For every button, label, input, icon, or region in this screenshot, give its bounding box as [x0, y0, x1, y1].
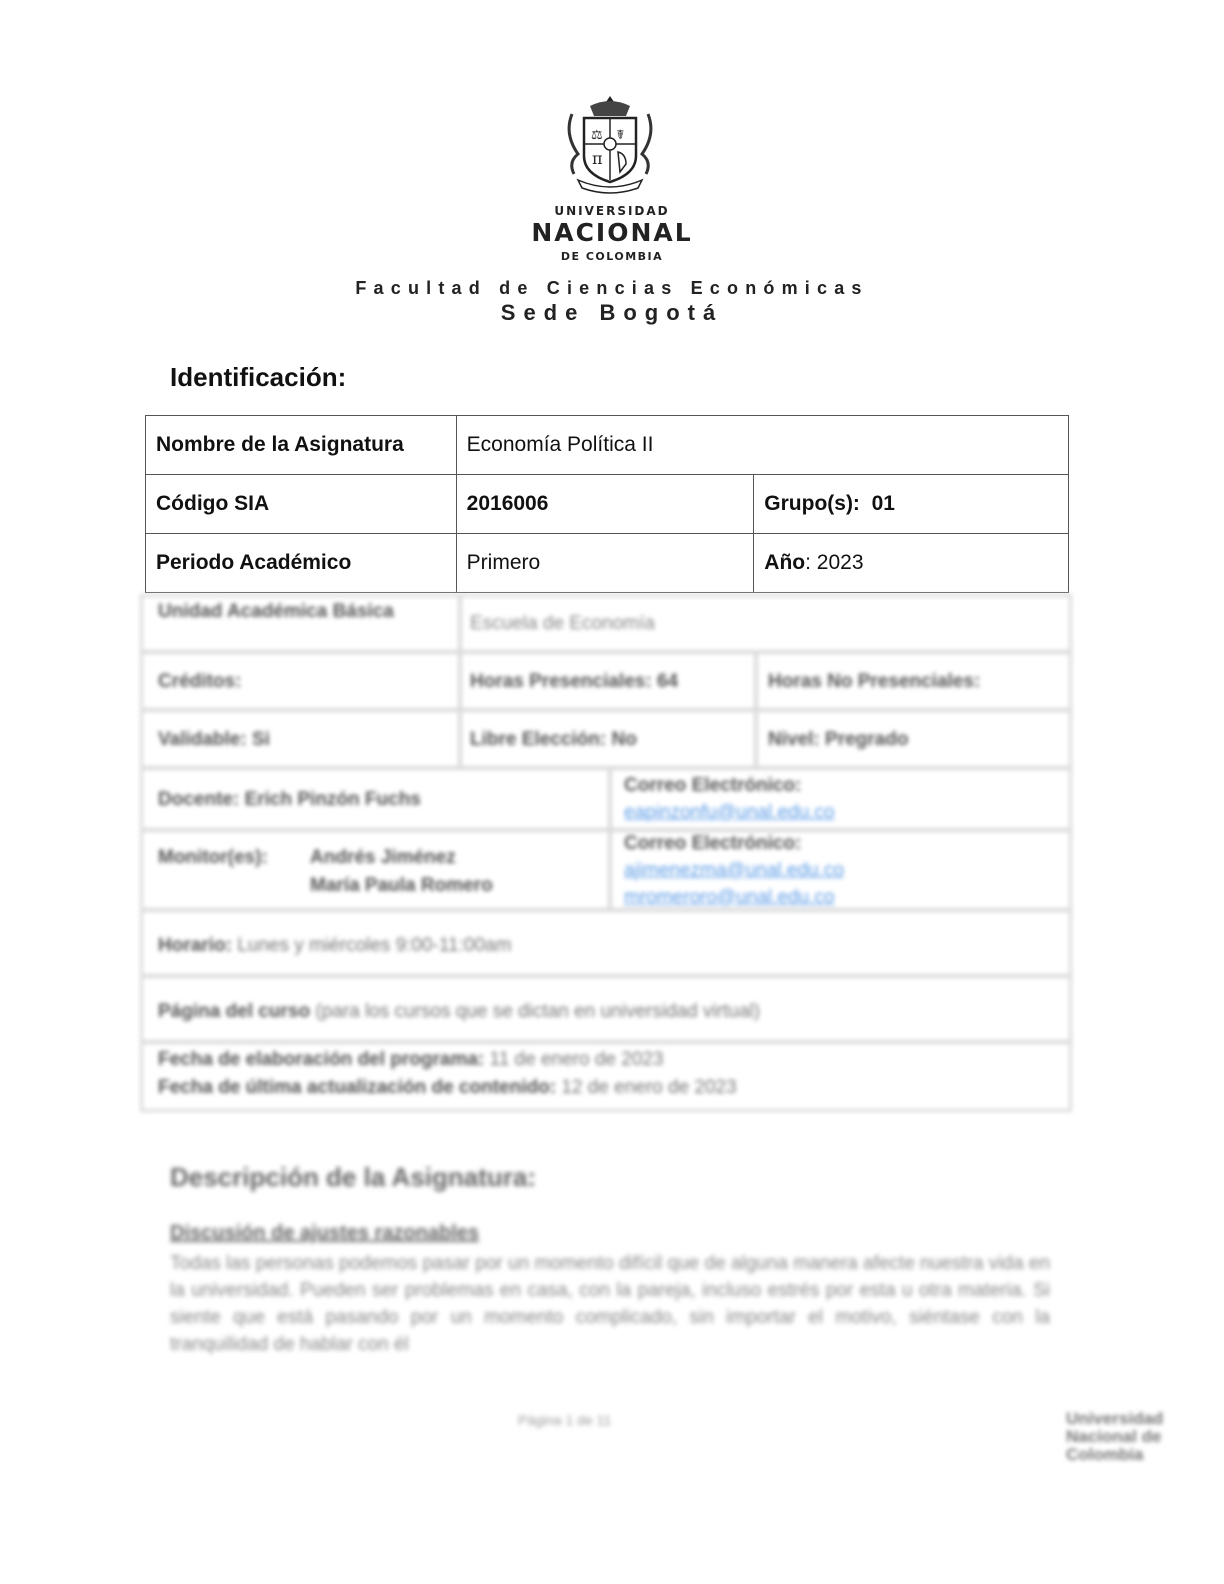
- year-cell: [754, 534, 1069, 593]
- updated-value: 12 de enero de 2023: [561, 1077, 737, 1098]
- validable: Validable: Si: [158, 729, 270, 750]
- footer-brand-logo: Universidad Nacional de Colombia: [1066, 1409, 1164, 1464]
- created-value: 11 de enero de 2023: [489, 1049, 664, 1070]
- page-number: Página 1 de 11: [518, 1412, 612, 1428]
- table-row: [146, 534, 1069, 593]
- monitor-1: Andrés Jiménez: [310, 847, 456, 868]
- description-title: Descripción de la Asignatura:: [170, 1162, 537, 1192]
- unit-label: Unidad Académica Básica: [158, 601, 394, 622]
- group-cell: [754, 475, 1069, 534]
- university-name-line-3: DE COLOMBIA: [560, 250, 664, 263]
- updated-label: Fecha de última actualización de contenido:: [158, 1077, 557, 1098]
- teacher: Docente: Erich Pinzón Fuchs: [158, 789, 421, 810]
- description-paragraph: Todas las personas podemos pasar por un momento difícil que de alguna manera afecte nuestra vida en la universidad. Pueden ser problemas en casa, con la pareja, incluso estrés por esta u otra materia. Si siente que está pasando por un momento complicado, sin importar el motivo, siéntase con la tranquilidad de hablar con él: [170, 1253, 1050, 1355]
- table-row: [146, 475, 1069, 534]
- monitor-2: María Paula Romero: [310, 875, 493, 896]
- row-divider: [140, 974, 1072, 978]
- free-choice: Libre Elección: No: [470, 729, 637, 750]
- credits-label: Créditos:: [158, 671, 242, 692]
- email-block-1: [624, 772, 835, 826]
- table-row: [146, 416, 1069, 475]
- created-label: Fecha de elaboración del programa:: [158, 1049, 485, 1070]
- period-value: Primero: [456, 534, 754, 593]
- code-label: Código SIA: [146, 475, 457, 534]
- row-divider: [140, 828, 1072, 832]
- university-name-line-1: UNIVERSIDAD: [554, 204, 670, 218]
- faculty-name: Facultad de Ciencias Económicas: [355, 278, 869, 298]
- description-subtitle: Discusión de ajustes razonables: [170, 1222, 479, 1244]
- hours-in-person: Horas Presenciales: 64: [470, 671, 679, 692]
- year-label: Año: [764, 551, 806, 574]
- svg-text:☤: ☤: [616, 128, 625, 143]
- svg-text:π: π: [592, 149, 603, 168]
- row-divider: [140, 908, 1072, 912]
- updated-date: [158, 1074, 737, 1101]
- teacher-email-link[interactable]: eapinzonfu@unal.edu.co: [624, 802, 835, 823]
- university-name-line-2: NACIONAL: [531, 218, 693, 247]
- course-name-label: Nombre de la Asignatura: [146, 416, 457, 475]
- group-label: Grupo(s):: [764, 492, 860, 515]
- course-page: [158, 998, 760, 1025]
- course-name-value: Economía Política II: [456, 416, 1068, 475]
- schedule: [158, 932, 511, 959]
- group-value: 01: [871, 492, 895, 515]
- section-title: Identificación:: [170, 362, 347, 392]
- code-value: 2016006: [456, 475, 754, 534]
- year-value: : 2023: [805, 551, 864, 574]
- column-divider: [754, 652, 758, 770]
- unit-value: Escuela de Economía: [470, 613, 655, 634]
- level: Nivel: Pregrado: [768, 729, 909, 750]
- row-divider: [140, 650, 1072, 654]
- campus-name: Sede Bogotá: [500, 300, 724, 325]
- university-seal-logo: [560, 92, 660, 196]
- email-label: Correo Electrónico:: [624, 833, 802, 854]
- row-divider: [140, 1040, 1072, 1044]
- hours-not-in-person: Horas No Presenciales:: [768, 671, 981, 692]
- course-page-value: (para los cursos que se dictan en universidad virtual): [315, 1001, 760, 1022]
- row-divider: [140, 708, 1072, 712]
- row-divider: [140, 766, 1072, 770]
- identification-table: [145, 415, 1069, 593]
- email-block-2: [624, 830, 844, 911]
- period-label: Periodo Académico: [146, 534, 457, 593]
- course-page-label: Página del curso: [158, 1001, 311, 1022]
- created-date: [158, 1046, 664, 1073]
- monitor-email-link[interactable]: mromeroro@unal.edu.co: [624, 887, 835, 908]
- monitors-label: Monitor(es):: [158, 847, 268, 868]
- svg-text:⚖: ⚖: [591, 128, 603, 143]
- blurred-table: [140, 594, 1074, 1112]
- column-divider: [458, 594, 462, 770]
- schedule-label: Horario:: [158, 935, 232, 956]
- column-divider: [608, 770, 612, 910]
- monitor-email-link[interactable]: ajimenezma@unal.edu.co: [624, 860, 844, 881]
- schedule-value: Lunes y miércoles 9:00-11:00am: [237, 935, 512, 956]
- email-label: Correo Electrónico:: [624, 775, 802, 796]
